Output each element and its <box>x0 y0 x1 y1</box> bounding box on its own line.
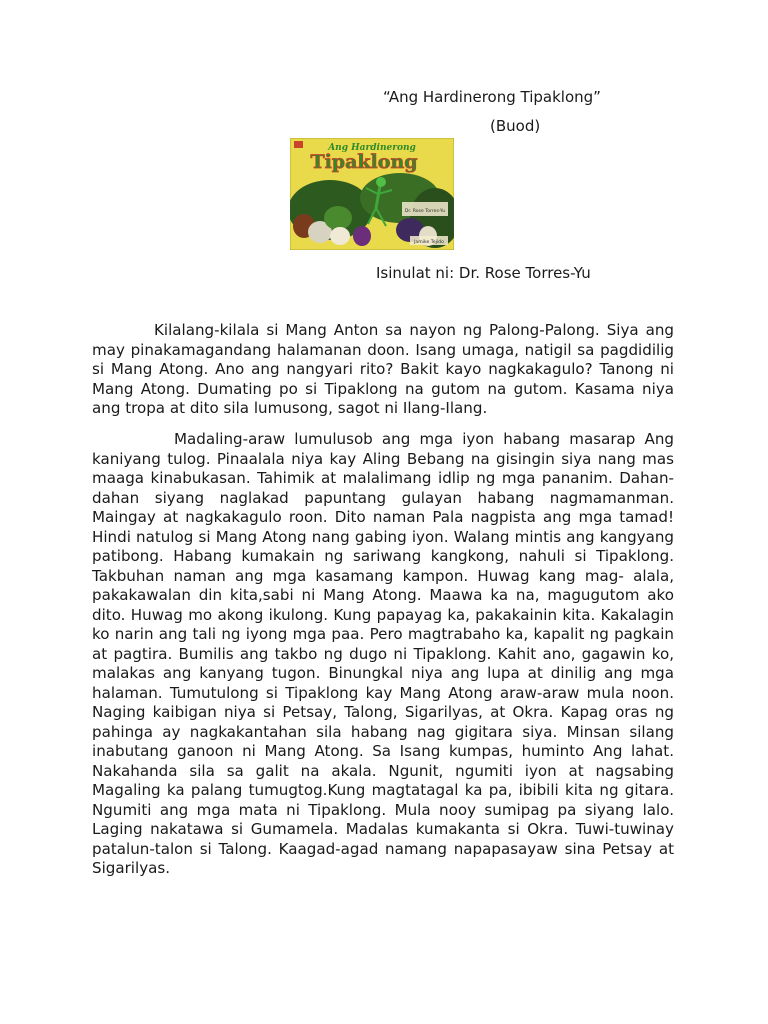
cover-illustrator-text: Jamike Tejido <box>414 240 444 245</box>
document-subtitle: (Buod) <box>490 117 541 135</box>
document-title: “Ang Hardinerong Tipaklong” <box>383 88 601 106</box>
publisher-logo <box>294 141 303 148</box>
paragraph-1: Kilalang-kilala si Mang Anton sa nayon ng Palong-Palong. Siya ang may pinakamagandang halamanan doon. Isang umaga, natigil sa pagdidilig si Mang Atong. Ano ang nangyari rito? Bakit kayo nagkakagulo? Tanong ni Mang Atong. Dumating po si Tipaklong na gutom na gutom. Kasama niya ang tropa at dito sila lumusong, sagot ni Ilang-Ilang. <box>92 321 674 417</box>
book-cover-image <box>290 138 454 250</box>
cover-author-text: Dr. Rose Torres-Yu <box>404 209 446 214</box>
author-line: Isinulat ni: Dr. Rose Torres-Yu <box>376 264 591 282</box>
cover-title-line-2: Tipaklong <box>310 151 418 173</box>
cover-title-line-1: Ang Hardinerong <box>328 143 416 153</box>
paragraph-2: Madaling-araw lumulusob ang mga iyon habang masarap Ang kaniyang tulog. Pinaalala niya kay Aling Bebang na gisingin siya nang mas maaga kinabukasan. Tahimik at malalimang idlip ng mga pananim. Dahan-dahan siyang naglakad papuntang gulayan habang nagmamanman. Maingay at nagkakagulo roon. Dito naman Pala nagpista ang mga tamad! Hindi natulog si Mang Atong nang gabing iyon. Walang mintis ang kangyang patibong. Habang kumakain ng sariwang kangkong, nahuli si Tipaklong. Takbuhan naman ang mga kasamang kampon. Huwag kang mag- alala, pakakawalan din kita,sabi ni Mang Atong. Maawa ka na, magugutom ako dito. Huwag mo akong ikulong. Kung papayag ka, pakakainin kita. Kakalagin ko narin ang tali ng iyong mga paa. Pero magtrabaho ka, kapalit ng pagkain at pagtira. Bumilis ang takbo ng dugo ni Tipaklong. Kahit ano, gagawin ko, malakas ang kanyang tugon. Binungkal niya ang lupa at dinilig ang mga halaman. Tumutulong si Tipaklong kay Mang Atong araw-araw mula noon. Naging kaibigan niya si Petsay, Talong, Sigarilyas, at Okra. Kapag oras ng pahinga ay nagkakantahan sila habang nag gigitara siya. Minsan silang inabutang ganoon ni Mang Atong. Sa Isang kumpas, huminto Ang lahat. Nakahanda sila sa galit na akala. Ngunit, ngumiti iyon at nagsabing Magaling ka palang tumugtog.Kung magtatagal ka pa, ibibili kita ng gitara. Ngumiti ang mga mata ni Tipaklong. Mula nooy sumipag pa siyang lalo. Laging nakatawa si Gumamela. Madalas kumakanta si Okra. Tuwi-tuwinay patalun-talon si Talong. Kaagad-agad namang napapasayaw sina Petsay at Sigarilyas. <box>92 430 674 877</box>
